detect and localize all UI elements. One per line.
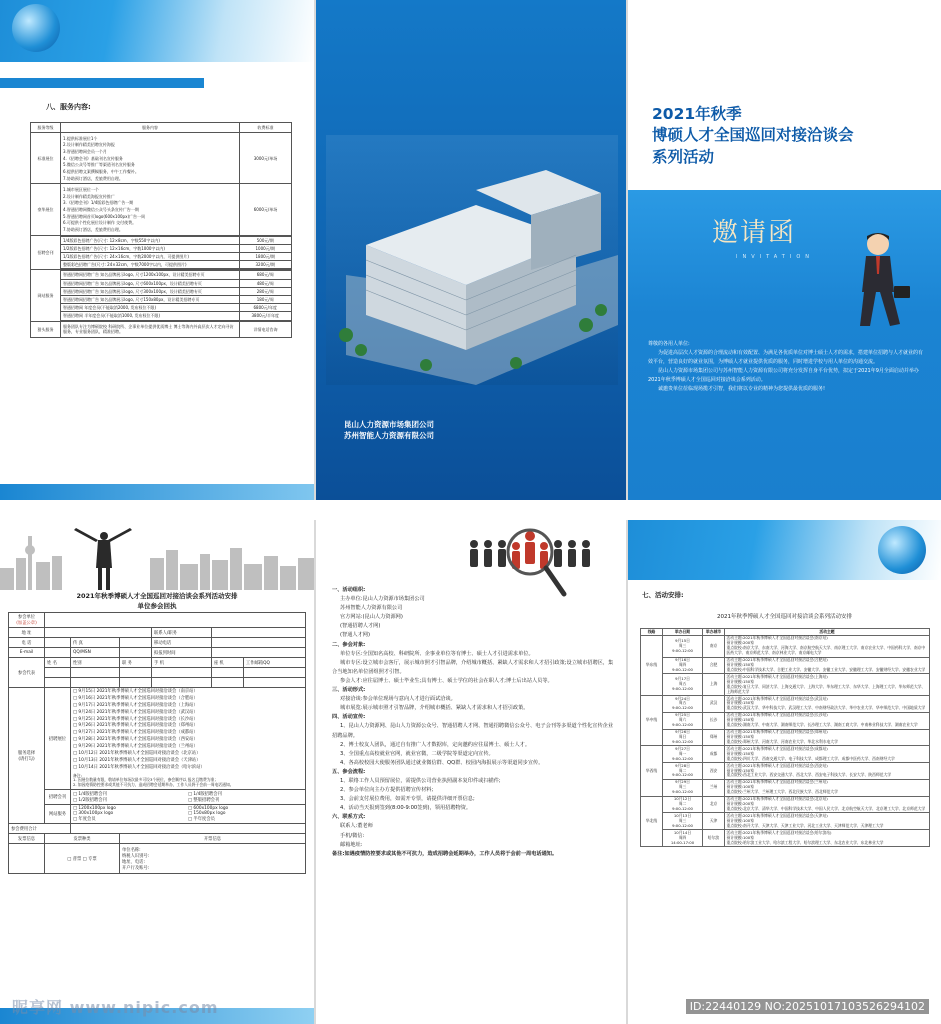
session-options xyxy=(71,688,306,790)
event-theme: 活动主题:2021年秋季博硕人才全国巡回对接洽谈会(上海站) 预计规模:150家 重点院校:复旦大学、同济大学、上海交通大学、上海大学、华东理工大学、东华大学、上海理工大学、华东师范大学、上海师范大学 xyxy=(725,674,930,696)
service-item-row xyxy=(61,244,291,252)
service-item: 2.设计制作精美招聘宣传海报 xyxy=(63,142,115,148)
event-theme: 活动主题:2021年秋季博硕人才全国巡回对接洽谈会(北京站) 预计规模:200家 重点院校:北京大学、清华大学、中国科学技术大学、中国人民大学、北京航空航天大学、北京理工大学、北京师范大学 xyxy=(725,796,930,813)
checkbox-option[interactable]: □ 整版招聘会刊 xyxy=(188,798,220,804)
service-item-row xyxy=(61,304,291,312)
form-subheading: 单位参会回执 xyxy=(137,601,177,610)
service-item-row xyxy=(61,236,291,244)
form-field[interactable] xyxy=(119,678,151,688)
service-table xyxy=(30,122,292,338)
globe-icon xyxy=(12,4,60,52)
service-item: 1.城市展区展位一个 xyxy=(63,186,99,192)
event-theme: 活动主题:2021年秋季博硕人才全国巡回对接洽谈会(合肥站) 预计规模:150家 重点院校:中国科学技术大学、合肥工业大学、安徽大学、安徽工业大学、安徽理工大学、安徽财经大学、安徽农业大学 xyxy=(725,657,930,674)
table-row xyxy=(641,813,930,830)
service-item: 1/4版彩色招聘广告(尺寸: 12×8cm，字数550字以内) xyxy=(61,236,239,244)
paragraph: 2、博士校友人团队，通过自有推广人才数据库，定向邀约应往届博士、硕士人才。 xyxy=(340,741,531,748)
form-label: 联系人/职务 xyxy=(152,628,212,638)
checkbox-option[interactable]: □ 150x80px logo xyxy=(188,811,226,817)
service-price: 1000元/期 xyxy=(239,244,291,252)
service-item: 4.《招聘会刊》基础刊名宣传服务 xyxy=(63,155,123,161)
section-heading: 六、联系方式: xyxy=(332,814,366,821)
service-item-row xyxy=(61,253,291,261)
form-label: 电 话 xyxy=(9,638,45,648)
form-field[interactable] xyxy=(243,678,305,688)
paragraph: 1、昆山人力资源网、昆山人力资源公众号、智通招聘人才网、智通招聘微信公众号、电子会刊等多渠道个性化宣传企业招聘品牌。 xyxy=(332,723,614,739)
form-field[interactable] xyxy=(243,668,305,678)
event-date: 9月26日 周日 9:00-12:00 xyxy=(663,729,703,746)
column-header: 工作邮箱QQ xyxy=(243,658,305,668)
service-item: 3.《招聘会刊》1/4版彩色招聘广告一期 xyxy=(63,200,134,206)
paragraph: 4、活动当天报到签到(8:00-9:00签到)，领用招聘物资。 xyxy=(340,805,472,812)
event-city: 天津 xyxy=(703,813,725,830)
checkbox-option[interactable]: □ 1/4版招聘会刊 xyxy=(73,792,107,798)
watermark-id: ID:22440129 NO:20251017103526294102 xyxy=(686,999,929,1014)
form-field[interactable] xyxy=(152,678,212,688)
service-item-row xyxy=(61,261,291,269)
service-price: 280元/周 xyxy=(239,287,291,295)
cover-panel xyxy=(316,0,626,500)
table-row xyxy=(641,696,930,713)
column-header: 性别 xyxy=(71,658,120,668)
service-item-row xyxy=(61,295,291,303)
paragraph: 城市专区:设立城市会客厅，展示城市照才引智品牌，介绍城市概括、紧缺人才需求和人才招引政策;设立城市招聘区，集合当地知名单位团组照才引智。 xyxy=(332,659,614,675)
paragraph: 对接洽谈:参会单位现场与意向人才进行面试洽谈。 xyxy=(340,696,456,703)
event-date: 10月12日 周二 9:00-12:00 xyxy=(663,796,703,813)
title-line: 2021年秋季 xyxy=(652,105,742,123)
service-price: 500元/期 xyxy=(239,236,291,244)
service-price: 480元/周 xyxy=(239,279,291,287)
paragraph: 4、各高校校园大使服务团队通过就业微信群、QQ群、校园内海报展示等渠道同步宣传。 xyxy=(340,759,544,766)
paragraph: 3、全国重点高校就业官网，就业官微，二级学院等渠道定向宣传。 xyxy=(340,750,494,757)
event-city: 兰州 xyxy=(703,779,725,796)
section-heading: 五、参会流程: xyxy=(332,768,366,775)
form-label: 地 址 xyxy=(9,628,45,638)
service-items xyxy=(61,235,292,270)
service-item: 4.智通招聘网微信公众号头条宣传广告一期 xyxy=(63,206,139,212)
service-item: 5.微信公众号等推广等渠道刊名宣传服务 xyxy=(63,162,135,168)
event-theme: 活动主题:2021年秋季博硕人才全国巡回对接洽谈会(长沙站) 预计规模:150家 重点院校:湖南大学、中南大学、湖南师范大学、长沙理工大学、湖南工商大学、中南林业科技大学、湖南农业大学 xyxy=(725,712,930,729)
reply-form-panel xyxy=(0,520,314,1024)
service-item: 7.协助预订酒店，差旅费用自理。 xyxy=(63,175,123,181)
form-note: 备注: 1. 因展位数量有限，敬请单位每场次最多可设3个展位，参会顺序以 报名且缴费为准； 2. 如因疫情防控要求或其他不可抗力，造成招聘会延期举办，工作人员将于会前一周电话通知。 xyxy=(73,772,234,788)
company-name: 昆山人力资源市场集团公司 xyxy=(344,420,434,429)
service-item: 3.智通招聘网会员一个月 xyxy=(63,148,107,154)
event-city: 长沙 xyxy=(703,712,725,729)
invitation-band xyxy=(628,190,941,500)
form-field[interactable] xyxy=(119,638,151,648)
event-theme: 活动主题:2021年秋季博硕人才全国巡回对接洽谈会(天津站) 预计规模:100家 重点院校:南开大学、天津大学、天津工业大学、河北工业大学、天津师范大学、天津理工大学 xyxy=(725,813,930,830)
invitation-panel xyxy=(628,0,941,500)
paragraph: 3、会前支付展位费用，如需开专票，请提供详细开票信息; xyxy=(340,796,475,803)
form-field[interactable] xyxy=(71,678,120,688)
service-level: 网站服务 xyxy=(31,270,61,321)
paragraph: 官方网站:(昆山人力资源网) xyxy=(340,614,403,621)
session-checkbox[interactable]: □ 10月13日 2021年秋季博硕人才全国巡回对接洽谈会（天津站） xyxy=(73,757,201,763)
globe-icon xyxy=(878,526,926,574)
table-row xyxy=(31,184,292,235)
service-price: 3000元/单场 xyxy=(240,133,292,184)
event-city: 哈尔滨 xyxy=(703,830,725,847)
form-label: 网站服务 xyxy=(45,805,71,824)
title-line: 博硕人才全国巡回对接洽谈会 xyxy=(652,126,854,145)
form-label: 参会单位 (加盖公章) xyxy=(9,613,45,628)
paragraph: 1、联络工作人员预留展位，需提供公司营业执照副本复印件或扫描件; xyxy=(340,777,501,784)
session-checkbox[interactable]: □ 9月16日 2021年秋季博硕人才全国巡回对接洽谈会（合肥站） xyxy=(73,695,198,701)
paragraph: 2、参会单位向主办方提供招聘宣传材料; xyxy=(340,787,434,794)
paragraph: 参会人才:应往届博士、硕士毕业生;具有博士、硕士学位的社会在职人才;博士后出站人员等。 xyxy=(340,677,553,684)
service-item-row xyxy=(61,312,291,320)
checkbox-option[interactable]: □ 300x100px logo xyxy=(73,811,114,817)
form-field[interactable] xyxy=(211,678,243,688)
route-name: 华东线 xyxy=(641,635,663,695)
service-price: 详情电话咨询 xyxy=(240,321,292,337)
event-theme: 活动主题:2021年秋季博硕人才全国巡回对接洽谈会(武汉站) 预计规模:150家 重点院校:武汉大学、华中科技大学、武汉理工大学、中南财经政法大学、华中农业大学、华中师范大学、中国地质大学 xyxy=(725,696,930,713)
table-row xyxy=(31,235,292,270)
section-heading: 四、活动宣传: xyxy=(332,714,366,721)
session-checkbox[interactable]: □ 9月25日 2021年秋季博硕人才全国巡回对接洽谈会（长沙站） xyxy=(73,716,198,722)
form-field[interactable] xyxy=(119,668,151,678)
form-label: 服务选择 (请打勾) xyxy=(9,688,45,824)
header-band xyxy=(0,0,314,62)
service-price: 3800元/半年度 xyxy=(239,312,291,320)
table-header: 服务内容 xyxy=(61,123,240,133)
activity-details xyxy=(332,586,614,859)
table-header: 收费标准 xyxy=(240,123,292,133)
service-item: 1/2版彩色招聘广告(尺寸: 12×16cm，字数1000字以内) xyxy=(61,244,239,252)
event-date: 9月27日 周一 9:00-12:00 xyxy=(663,746,703,763)
form-field[interactable] xyxy=(45,648,71,658)
table-row xyxy=(31,270,292,321)
table-header: 举办日期 xyxy=(663,629,703,636)
route-name: 华北线 xyxy=(641,796,663,846)
service-item: 智通招聘网 年度会员(不能取消2000, 发布权位不限) xyxy=(61,304,239,312)
table-row xyxy=(641,657,930,674)
form-label: 参会费用合计 xyxy=(9,824,71,834)
invoice-fields[interactable]: 单位名称: 纳税人识别号: 地址、电话: 开户行及账号: xyxy=(119,844,305,874)
service-level: 标准展位 xyxy=(31,133,61,184)
form-label: QQ/MSN xyxy=(71,648,120,658)
section-title: 七、活动安排: xyxy=(642,591,684,599)
form-field[interactable] xyxy=(71,824,306,834)
session-checkbox[interactable]: □ 9月27日 2021年秋季博硕人才全国巡回对接洽谈会（成都站） xyxy=(73,730,198,736)
form-field[interactable] xyxy=(45,613,306,628)
event-date: 9月29日 周三 9:00-12:00 xyxy=(663,779,703,796)
table-header: 活动主题 xyxy=(725,629,930,636)
form-field[interactable] xyxy=(211,668,243,678)
table-row xyxy=(641,779,930,796)
web-options[interactable] xyxy=(71,805,306,824)
event-title xyxy=(652,104,854,168)
service-price: 680元/周 xyxy=(239,271,291,279)
section-heading: 三、活动形式: xyxy=(332,687,366,694)
checkbox-option[interactable]: □ 600x100px logo xyxy=(188,806,229,812)
form-label: 招聘会刊 xyxy=(45,790,71,805)
column-header: 座 机 xyxy=(211,658,243,668)
form-label: 发票信息 xyxy=(9,834,45,844)
service-item: 7.协助预订酒店，差旅费用自理。 xyxy=(63,226,123,232)
table-row xyxy=(641,635,930,657)
session-checkbox[interactable]: □ 10月14日 2021年秋季博硕人才全国巡回对接洽谈会（哈尔滨站） xyxy=(73,764,205,770)
paragraph: 手机/微信: xyxy=(340,832,365,839)
businessman-icon xyxy=(848,230,918,330)
event-city: 西安 xyxy=(703,763,725,780)
form-label: 发票种类 xyxy=(45,834,120,844)
service-price: 1800元/期 xyxy=(239,253,291,261)
form-label: 传 真 xyxy=(71,638,120,648)
schedule-table xyxy=(640,628,930,847)
event-city: 郑州 xyxy=(703,729,725,746)
section-heading: 二、参会对象: xyxy=(332,641,366,648)
sheet-gap xyxy=(0,500,941,520)
paragraph: 昆山人力资源市场集团公司与苏州智能人力资源有限公司将充分发挥自身平台优势，拟定于2021年9月全面启动并举办2021年秋季博硕人才全国巡回对接洽谈会系列活动。 xyxy=(648,368,919,383)
event-date: 9月16日 周四 9:00-12:00 xyxy=(663,657,703,674)
service-item: 智通招聘网招聘广告 知名品牌展示logo, 尺寸600x100px，设计精美招聘专页 xyxy=(61,279,239,287)
building-image xyxy=(326,135,618,385)
paragraph: 联系人:董老师 xyxy=(340,823,373,830)
event-theme: 活动主题:2021年秋季博硕人才全国巡回对接洽谈会(西安站) 预计规模:150家 重点院校:西北工业大学、西安交通大学、西北大学、西安电子科技大学、长安大学、陕西师范大学 xyxy=(725,763,930,780)
paragraph: 邮箱地址: xyxy=(340,841,363,848)
service-price: 6000元/单场 xyxy=(240,184,292,235)
company-name: 苏州智能人力资源有限公司 xyxy=(344,430,434,440)
form-field[interactable] xyxy=(45,638,71,648)
event-theme: 活动主题:2021年秋季博硕人才全国巡回对接洽谈会(哈尔滨站) 预计规模:100家 重点院校:哈尔滨工业大学、哈尔滨工程大学、哈尔滨理工大学、东北农业大学、东北林业大学 xyxy=(725,830,930,847)
form-label: 开票信息 xyxy=(119,834,305,844)
section-title: 八、服务内容: xyxy=(46,103,91,111)
event-city: 南京 xyxy=(703,635,725,657)
event-city: 上海 xyxy=(703,674,725,696)
service-item: 智通招聘网 半年度会员(不能取消1000, 发布权位不限) xyxy=(61,312,239,320)
service-item: 6.提供招聘文案撰稿服务，中午工作餐补。 xyxy=(63,168,139,174)
form-field[interactable] xyxy=(211,648,305,658)
form-field[interactable] xyxy=(45,678,71,688)
invoice-type-options[interactable]: □ 普票 □ 专票 xyxy=(45,844,120,874)
activity-details-panel xyxy=(316,520,626,1024)
event-date: 10月14日 周四 14:00-17:00 xyxy=(663,830,703,847)
event-date: 9月28日 周二 9:00-12:00 xyxy=(663,763,703,780)
event-theme: 活动主题:2021年秋季博硕人才全国巡回对接洽谈会(成都站) 预计规模:150家 重点院校:四川大学、西南交通大学、电子科技大学、成都理工大学、成都中医药大学、西南财经大学 xyxy=(725,746,930,763)
session-checkbox[interactable]: □ 9月28日 2021年秋季博硕人才全国巡回对接洽谈会（西安站） xyxy=(73,737,198,743)
form-field[interactable] xyxy=(45,668,71,678)
event-date: 9月24日 周五 9:00-12:00 xyxy=(663,696,703,713)
footer-bar xyxy=(0,484,314,500)
greeting: 尊敬的各用人单位: xyxy=(648,341,690,347)
accent-bar xyxy=(0,78,204,88)
event-city: 合肥 xyxy=(703,657,725,674)
service-items xyxy=(61,270,292,321)
session-checkbox[interactable]: □ 9月15日 2021年秋季博硕人才全国巡回对接洽谈会（南京站） xyxy=(73,689,198,694)
paragraph: (智通招聘人才网) xyxy=(340,623,381,630)
service-level: 猎头服务 xyxy=(31,321,61,337)
checkbox-option[interactable]: □ 1/2版招聘会刊 xyxy=(73,798,107,804)
table-row xyxy=(641,746,930,763)
event-date: 10月13日 周三 9:00-12:00 xyxy=(663,813,703,830)
checkbox-option[interactable]: □ 1200x100px logo xyxy=(73,806,116,812)
route-name: 华西线 xyxy=(641,746,663,796)
session-checkbox[interactable]: □ 9月26日 2021年秋季博硕人才全国巡回对接洽谈会（郑州站） xyxy=(73,723,198,729)
column-header: 姓 名 xyxy=(45,658,71,668)
paragraph: 诚邀贵单位莅临现场揽才引智，我们将以专业的精神为您提供最优质的服务! xyxy=(658,386,826,392)
event-city: 成都 xyxy=(703,746,725,763)
table-row xyxy=(641,712,930,729)
service-item: 智通招聘网招聘广告 知名品牌展示logo, 尺寸300x100px，设计精美招聘专页 xyxy=(61,287,239,295)
service-item-row xyxy=(61,287,291,295)
session-list xyxy=(73,689,303,772)
form-field[interactable] xyxy=(119,648,151,658)
paragraph: 为促进高层次人才资源的合理流动和有效配置、为满足各优质单位对博士硕士人才的需求，搭建单位招聘与人才就业的有效平台，营造良好的就业氛围，为博硕人才就业提供优质的服务，同时增进学校与用人单位的沟通交流。 xyxy=(648,350,924,365)
table-row xyxy=(641,763,930,780)
paragraph: 单位专区:全国知名高校、科研院所、企事业单位等有博士、硕士人才引进需求单位。 xyxy=(340,650,534,657)
watermark xyxy=(0,994,941,1024)
schedule-panel xyxy=(628,520,941,1024)
service-panel xyxy=(0,0,314,500)
form-label: 参会代表 xyxy=(9,658,45,688)
schedule-subtitle: 2021年秋季博硕人才全国巡回对接洽谈会系列活动安排 xyxy=(717,614,852,620)
service-price: 180元/周 xyxy=(239,295,291,303)
invitation-body xyxy=(648,340,926,394)
form-field[interactable] xyxy=(9,844,45,874)
table-row xyxy=(641,674,930,696)
service-price: 6800元/年度 xyxy=(239,304,291,312)
event-date: 9月15日 周三 9:00-12:00 xyxy=(663,635,703,657)
table-header: 举办城市 xyxy=(703,629,725,636)
service-item-row xyxy=(61,279,291,287)
checkbox-option[interactable]: □ 1/4版招聘会刊 xyxy=(188,792,222,798)
event-theme: 活动主题:2021年秋季博硕人才全国巡回对接洽谈会(郑州站) 预计规模:150家 重点院校:郑州大学、河南大学、河南农业大学、华北水利水电大学 xyxy=(725,729,930,746)
service-item: 服务团队专注为博硕院校 科研院所、企事业单位提供优质博士 博士等海内外高层次人才定向寻访服务，专业服务团队，精准招聘。 xyxy=(63,324,234,335)
form-label: 招聘展位 xyxy=(45,688,71,790)
event-theme: 活动主题:2021年秋季博硕人才全国巡回对接洽谈会(南京站) 预计规模:200家 重点院校:南京大学、东南大学、河海大学、南京航空航天大学、南京理工大学、南京农业大学、中国药科大学、南京中医药大学、南京师范大学、南京林业大学、南京邮电大学 xyxy=(725,635,930,657)
service-item: 5.智通招聘网首页logo(600x100px)广告一周 xyxy=(63,213,146,219)
session-checkbox[interactable]: □ 9月29日 2021年秋季博硕人才全国巡回对接洽谈会（兰州站） xyxy=(73,744,198,749)
header-band xyxy=(628,520,941,580)
table-row xyxy=(641,830,930,847)
service-level: 豪华展位 xyxy=(31,184,61,235)
paragraph: (智通人才网) xyxy=(340,632,370,639)
service-item: 整版彩色招聘广告(尺寸: 24×32cm，字数7000字以内，可提供图片) xyxy=(61,261,239,269)
section-heading: 一、活动组织: xyxy=(332,587,366,593)
service-item-row xyxy=(61,271,291,279)
paragraph: 主办单位:昆山人力资源市场集团公司 xyxy=(340,596,425,603)
paragraph: 苏州智能人力资源有限公司 xyxy=(340,605,403,612)
form-field[interactable] xyxy=(152,668,212,678)
form-label: 拟报到时间 xyxy=(152,648,212,658)
service-item: 智通招聘网招聘广告 知名品牌展示logo, 尺寸1200x100px，设计精美招聘专页 xyxy=(61,271,239,279)
service-item: 1/1版彩色招聘广告(尺寸: 24×16cm，字数2000字以内，可提供图片) xyxy=(61,253,239,261)
column-header: 职 务 xyxy=(119,658,151,668)
service-items xyxy=(61,133,240,184)
event-date: 9月17日 周五 9:00-12:00 xyxy=(663,674,703,696)
service-item: 1.提供标准展位1个 xyxy=(63,135,98,141)
table-row xyxy=(31,321,292,337)
invitation-heading: 邀请函 xyxy=(712,218,797,248)
service-items xyxy=(61,321,240,337)
service-price: 3200元/期 xyxy=(239,261,291,269)
form-heading: 2021年秋季博硕人才全国巡回对接洽谈会系列活动安排 xyxy=(76,592,238,600)
paragraph: 城市展览:展示城市照才引智品牌，介绍城市概括、紧缺人才需求和人才招引政策。 xyxy=(340,705,529,712)
service-level: 招聘会刊 xyxy=(31,235,61,270)
service-item: 智通招聘网招聘广告 知名品牌展示logo, 尺寸150x80px，设计精美招聘专页 xyxy=(61,295,239,303)
invitation-subheading: INVITATION xyxy=(736,254,815,260)
table-row xyxy=(31,133,292,184)
event-city: 北京 xyxy=(703,796,725,813)
form-field[interactable] xyxy=(211,638,305,648)
table-row xyxy=(641,796,930,813)
form-field[interactable] xyxy=(211,628,305,638)
session-checkbox[interactable]: □ 9月24日 2021年秋季博硕人才全国巡回对接洽谈会（武汉站） xyxy=(73,709,198,715)
reply-form xyxy=(8,612,306,874)
title-line: 系列活动 xyxy=(652,147,715,166)
form-label: 移动电话 xyxy=(152,638,212,648)
checkbox-option[interactable]: □ 半年度会员 xyxy=(188,817,215,823)
skyline-image xyxy=(0,528,314,590)
event-city: 武汉 xyxy=(703,696,725,713)
catalog-options[interactable] xyxy=(71,790,306,805)
form-label: E-mail xyxy=(9,648,45,658)
company-names xyxy=(344,420,434,442)
service-item: 2.设计制作精美海报宣传推广 xyxy=(63,193,115,199)
checkbox-option[interactable]: □ 年度会员 xyxy=(73,817,96,823)
service-item: 6.可提供个性化展位设计制作 交付使费。 xyxy=(63,220,137,226)
table-header: 线路 xyxy=(641,629,663,636)
service-items xyxy=(61,184,240,235)
route-name: 华中线 xyxy=(641,696,663,746)
session-checkbox[interactable]: □ 9月17日 2021年秋季博硕人才全国巡回对接洽谈会（上海站） xyxy=(73,702,198,708)
form-field[interactable] xyxy=(45,628,152,638)
table-header: 服务等级 xyxy=(31,123,61,133)
form-field[interactable] xyxy=(71,668,120,678)
table-row xyxy=(641,729,930,746)
section-heading: 备注:如遇疫情防控要求或其他不可抗力，造成招聘会延期举办，工作人员将于会前一周电话通知。 xyxy=(332,850,558,857)
form-title xyxy=(0,592,314,612)
column-header: 手 机 xyxy=(152,658,212,668)
event-date: 9月25日 周六 9:00-12:00 xyxy=(663,712,703,729)
session-checkbox[interactable]: □ 10月12日 2021年秋季博硕人才全国巡回对接洽谈会（北京站） xyxy=(73,750,201,756)
watermark-logo: 昵享网 www.nipic.com xyxy=(12,998,219,1017)
event-theme: 活动主题:2021年秋季博硕人才全国巡回对接洽谈会(兰州站) 预计规模:100家 重点院校:兰州大学、兰州理工大学、西北民族大学、西北师范大学 xyxy=(725,779,930,796)
